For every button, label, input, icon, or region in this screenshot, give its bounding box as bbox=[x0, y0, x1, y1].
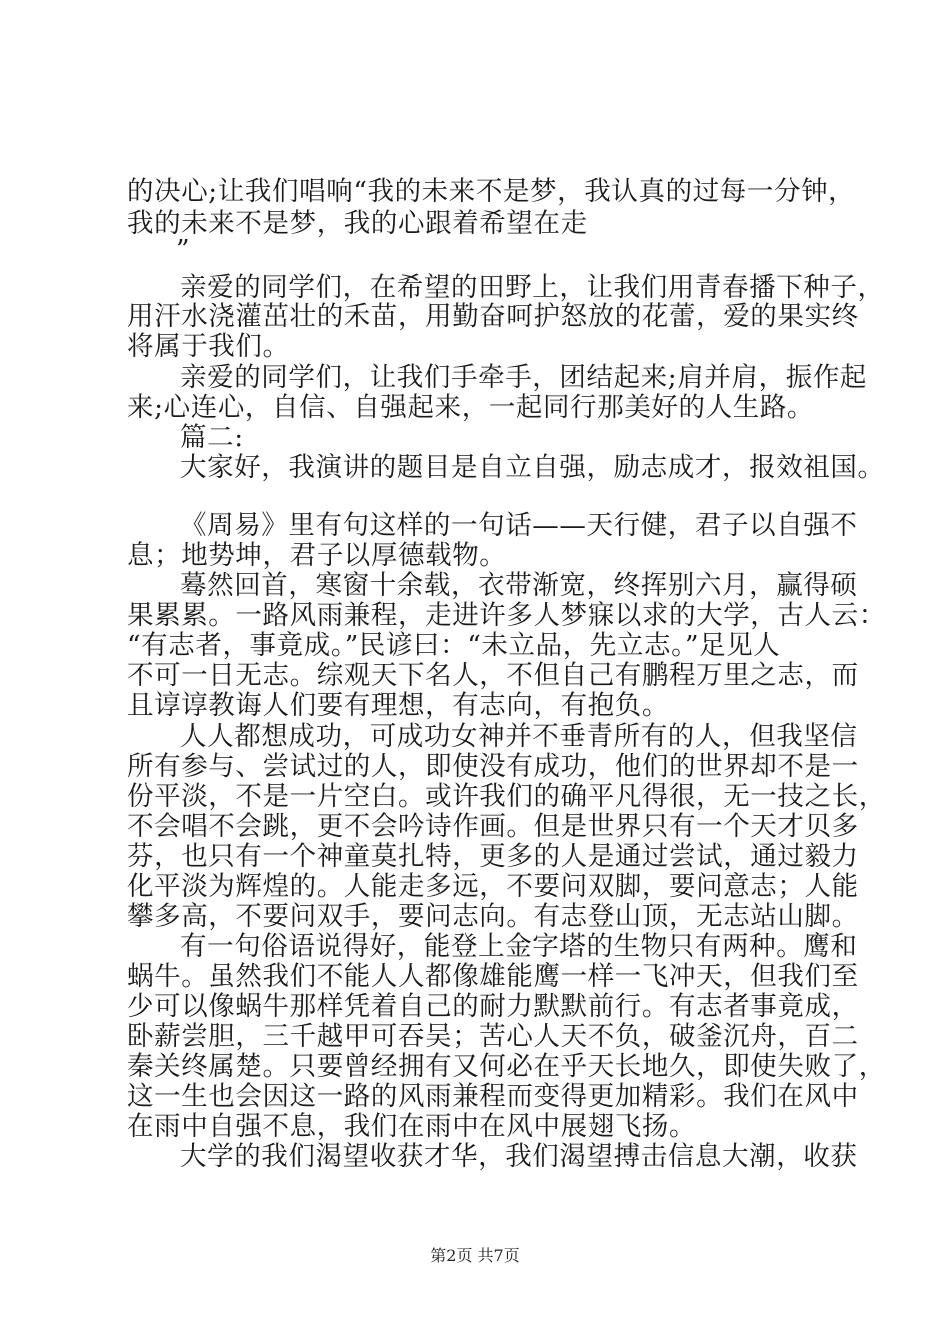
text-line: 将属于我们。 bbox=[127, 331, 290, 362]
text-line: 所有参与、尝试过的人，即使没有成功，他们的世界却不是一 bbox=[127, 751, 859, 782]
text-line: 来;心连心，自信、自强起来，一起同行那美好的人生路。 bbox=[127, 392, 815, 423]
text-line: 且谆谆教诲人们要有理想，有志向，有抱负。 bbox=[127, 690, 669, 721]
text-line: 不可一日无志。综观天下名人，不但自己有鹏程万里之志，而 bbox=[127, 660, 859, 691]
text-line: 亲爱的同学们，在希望的田野上，让我们用青春播下种子， bbox=[180, 272, 885, 303]
text-line: 《周易》里有句这样的一句话——天行健，君子以自强不 bbox=[180, 510, 858, 541]
text-line: 果累累。一路风雨兼程，走进许多人梦寐以求的大学，古人云： bbox=[127, 600, 886, 631]
text-line: 亲爱的同学们，让我们手牵手，团结起来;肩并肩，振作起 bbox=[180, 362, 868, 393]
text-line: 少可以像蜗牛那样凭着自己的耐力默默前行。有志者事竟成， bbox=[127, 991, 859, 1022]
text-line: 蓦然回首，寒窗十余载，衣带渐宽，终挥别六月，赢得硕 bbox=[180, 570, 858, 601]
page-indicator: 第2页 共7页 bbox=[430, 1246, 520, 1265]
text-line: 有一句俗语说得好，能登上金字塔的生物只有两种。鹰和 bbox=[180, 931, 858, 962]
text-line: 这一生也会因这一路的风雨兼程而变得更加精彩。我们在风中 bbox=[127, 1081, 859, 1112]
text-line: “有志者，事竟成。”民谚曰：“未立品，先立志。”足见人 bbox=[127, 630, 781, 661]
text-line: 大家好，我演讲的题目是自立自强，励志成才，报效祖国。 bbox=[180, 452, 885, 483]
text-line: 人人都想成功，可成功女神并不垂青所有的人，但我坚信 bbox=[180, 721, 858, 752]
text-line: 我的未来不是梦，我的心跟着希望在走 bbox=[127, 208, 588, 239]
text-line: 秦关终属楚。只要曾经拥有又何必在乎天长地久，即使失败了， bbox=[127, 1051, 886, 1082]
text-line: 攀多高，不要问双手，要问志向。有志登山顶，无志站山脚。 bbox=[127, 901, 859, 932]
text-line: 息；地势坤，君子以厚德载物。 bbox=[127, 540, 507, 571]
text-line: 卧薪尝胆，三千越甲可吞吴；苦心人天不负，破釜沉舟，百二 bbox=[127, 1021, 859, 1052]
text-line: 大学的我们渴望收获才华，我们渴望搏击信息大潮，收获 bbox=[180, 1141, 858, 1172]
text-line: ” bbox=[176, 234, 191, 265]
text-line: 在雨中自强不息，我们在雨中在风中展翅飞扬。 bbox=[127, 1111, 697, 1142]
text-line: 不会唱不会跳，更不会吟诗作画。但是世界只有一个天才贝多 bbox=[127, 811, 859, 842]
text-line: 蜗牛。虽然我们不能人人都像雄能鹰一样一飞冲天，但我们至 bbox=[127, 961, 859, 992]
text-line: 用汗水浇灌茁壮的禾苗，用勤奋呵护怒放的花蕾，爱的果实终 bbox=[127, 301, 859, 332]
text-line: 的决心;让我们唱响“我的未来不是梦，我认真的过每一分钟， bbox=[127, 176, 856, 207]
text-line: 份平淡，不是一片空白。或许我们的确平凡得很，无一技之长， bbox=[127, 781, 886, 812]
text-line: 芬，也只有一个神童莫扎特，更多的人是通过尝试，通过毅力 bbox=[127, 841, 859, 872]
text-line: 化平淡为辉煌的。人能走多远，不要问双脚，要问意志；人能 bbox=[127, 871, 859, 902]
section-heading: 篇二: bbox=[180, 422, 244, 453]
